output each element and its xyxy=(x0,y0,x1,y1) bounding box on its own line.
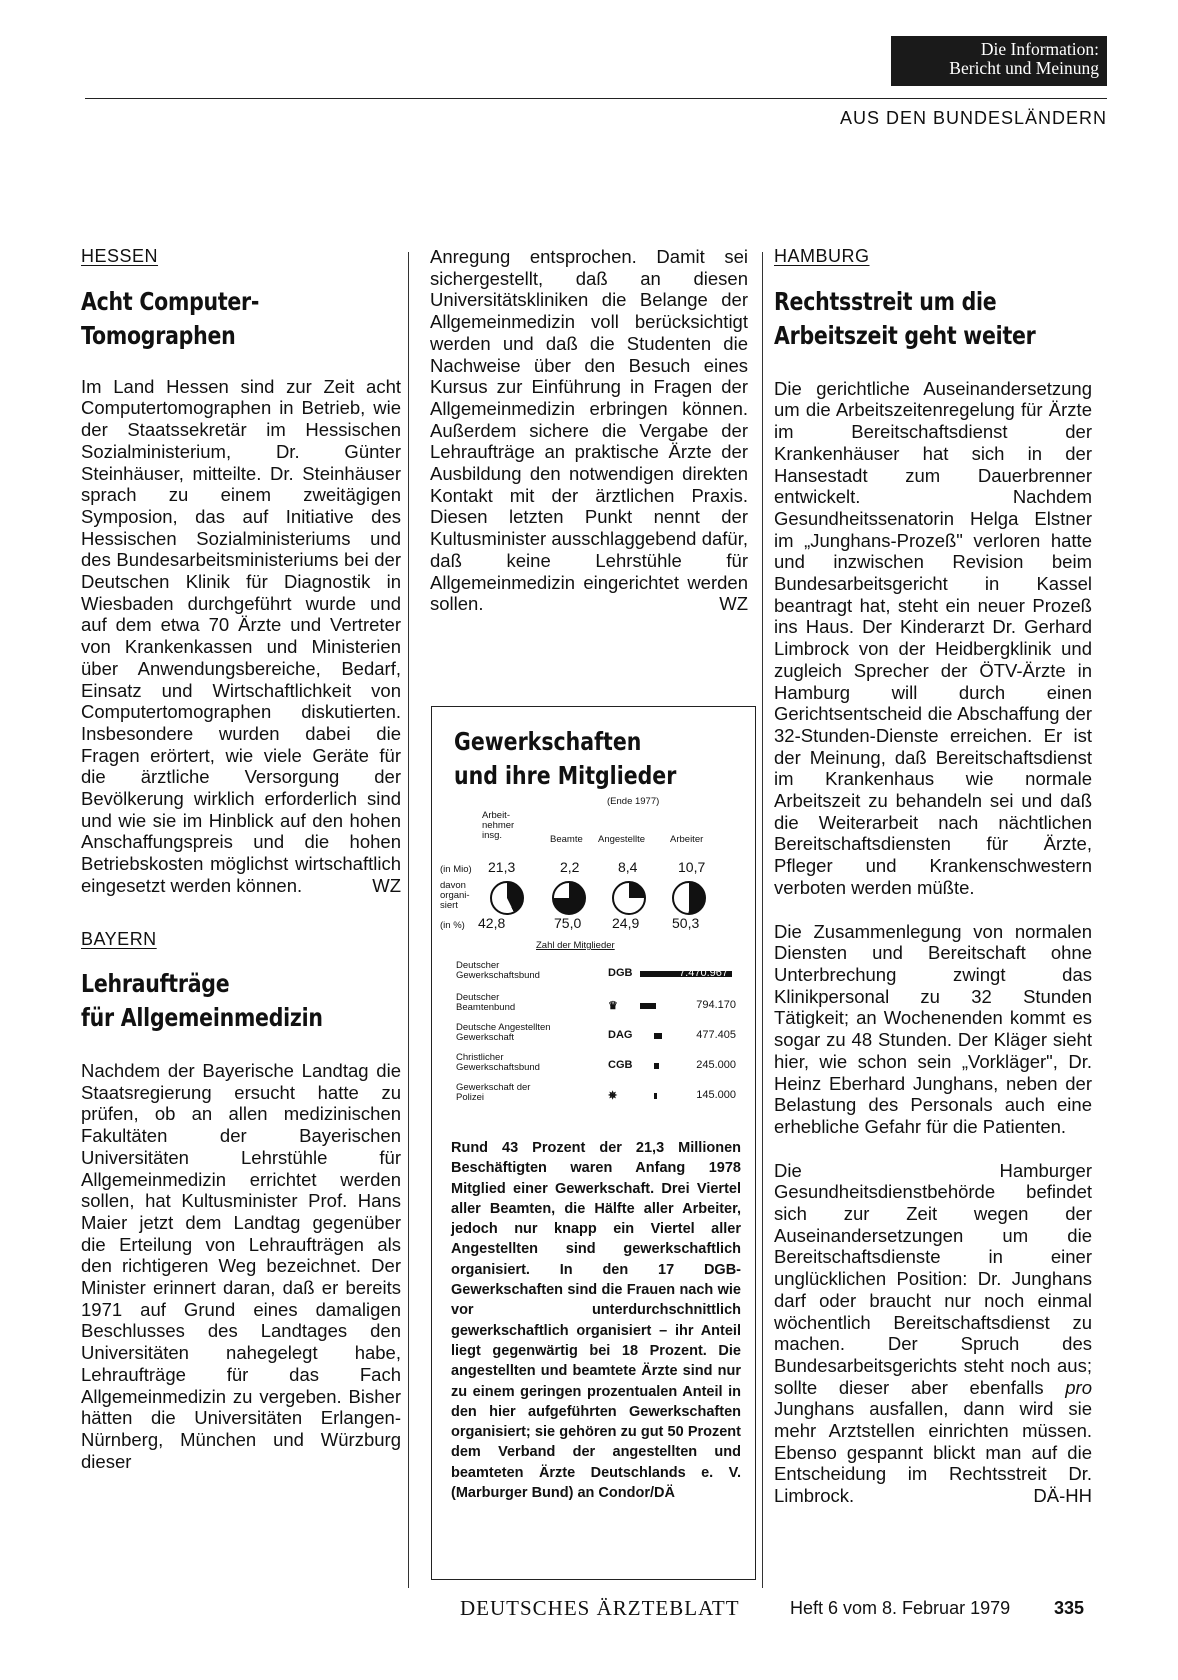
dgb-logo-icon: DGB xyxy=(608,967,633,979)
section-label-line2: Bericht und Meinung xyxy=(949,58,1099,78)
union-value: 7.470.967 xyxy=(679,967,728,979)
col-total-label-1: Arbeit- xyxy=(482,810,510,821)
union-name-line2: Gewerkschaftsbund xyxy=(456,1062,540,1073)
union-name xyxy=(456,1053,596,1073)
hamburg-kicker: HAMBURG xyxy=(774,246,870,266)
hessen-kicker: HESSEN xyxy=(81,246,159,266)
members-heading: Zahl der Mitglieder xyxy=(536,940,615,951)
organized-label xyxy=(440,881,470,911)
column-divider-1 xyxy=(408,252,409,1588)
union-name-line2: Polizei xyxy=(456,1092,484,1103)
union-name xyxy=(456,961,596,981)
union-name xyxy=(456,1083,596,1103)
hamburg-headline xyxy=(774,285,1035,353)
union-name-line2: Gewerkschaft xyxy=(456,1032,515,1043)
footer-page-number: 335 xyxy=(1054,1598,1085,1618)
union-name xyxy=(456,1023,596,1043)
column-1 xyxy=(81,246,401,1472)
hamburg-signature: DÄ-HH xyxy=(1033,1484,1092,1506)
hamburg-paragraph-1: Die gerichtliche Auseinandersetzung um die Arbeitszeitenregelung für Ärzte im Bereitschaftsdienst der Krankenhäuser hat sich in der Hansestadt zum Dauerbrenner entwickelt. Nachdem Gesundheitssenatorin Helga Elstner im „Junghans-Prozeß" verloren hatte und inzwischen Revision beim Bundesarbeitsgericht in Kassel beantragt hat, steht ein neuer Prozeß ins Haus. Der Kinderarzt Dr. Gerhard Limbrock von der Heidbergklinik und zugleich Sprecher der ÖTV-Ärzte in Hamburg will durch einen Gerichtsentscheid die Abschaffung der 32-Stunden-Dienste erreichen. Er ist der Meinung, daß Bereitschaftsdienst im Krankenhaus wie normale Arbeitszeit zu behandeln sei und daß die Weiterarbeit nach nächtlichen Bereitschaftsdiensten für Ärzte, Pfleger und Krankenschwestern verboten werden müßte. xyxy=(774,377,1092,898)
col-total-label xyxy=(482,811,514,841)
pct-total: 42,8 xyxy=(478,915,506,931)
hamburg-paragraph-3-em: pro xyxy=(1065,1376,1092,1398)
footer-journal: DEUTSCHES ÄRZTEBLATT xyxy=(460,1596,740,1620)
hessen-headline-line2: Tomographen xyxy=(81,320,236,350)
count-beamte: 2,2 xyxy=(560,859,580,875)
member-bar xyxy=(654,1093,657,1099)
hamburg-paragraph-2: Die Zusammenlegung von normalen Diensten und Bereitschaft ohne Unterbrechung zwingt das Klinikpersonal zu 32 Stunden Tätigkeit; an Wochenenden kommt es sogar zu 48 Stunden. Der Kläger sieht hier, wie schon sein „Vorkläger", Dr. Heinz Eberhard Junghans, neben der Belastung des Personals auch eine erhebliche Gefahr für die Patienten. xyxy=(774,920,1092,1137)
count-total: 21,3 xyxy=(488,859,516,875)
column-divider-2 xyxy=(762,252,763,1588)
pct-beamte: 75,0 xyxy=(554,915,582,931)
bayern-kicker: BAYERN xyxy=(81,929,157,950)
bayern-headline-line2: für Allgemeinmedizin xyxy=(81,1002,323,1032)
union-value: 477.405 xyxy=(696,1029,736,1041)
col-total-label-2: nehmer xyxy=(482,820,515,831)
hessen-signature: WZ xyxy=(372,874,401,896)
hamburg-paragraph-3-b: Junghans ausfallen, dann wird sie mehr Arztstellen einrichten müssen. Ebenso gespannt blickt man auf die Entscheidung im Rechtsstreit Dr. Limbrock. xyxy=(774,1398,1092,1507)
organized-label-3: siert xyxy=(440,900,458,911)
infobox-date-note: (Ende 1977) xyxy=(607,796,660,807)
hamburg-headline-line2: Arbeitszeit geht weiter xyxy=(774,320,1036,350)
pct-arbeiter: 50,3 xyxy=(672,915,700,931)
union-name-line2: Gewerkschaftsbund xyxy=(456,970,540,981)
pie-total xyxy=(490,881,524,915)
bayern-signature: WZ xyxy=(719,592,748,614)
bayern-headline-line1: Lehraufträge xyxy=(81,968,230,998)
union-row xyxy=(456,1083,736,1113)
union-name-line1: Deutscher xyxy=(456,960,500,971)
organized-label-2: organi- xyxy=(440,890,470,901)
union-row xyxy=(456,961,736,991)
unit-pct-label: (in %) xyxy=(440,920,465,931)
hamburg-headline-line1: Rechtsstreit um die xyxy=(774,286,997,316)
member-bar xyxy=(654,1063,659,1069)
union-row xyxy=(456,1053,736,1083)
union-name-line2: Beamtenbund xyxy=(456,1002,516,1013)
union-row xyxy=(456,1023,736,1053)
column-2 xyxy=(430,246,748,615)
infobox-caption-wrap xyxy=(451,1138,741,1503)
union-name-line1: Christlicher xyxy=(456,1052,504,1063)
col-total-label-3: insg. xyxy=(482,830,503,841)
union-value: 145.000 xyxy=(696,1089,736,1101)
infobox-title xyxy=(454,725,676,793)
col-beamte-label: Beamte xyxy=(550,834,583,845)
col-arbeiter-label: Arbeiter xyxy=(670,834,704,845)
column-3 xyxy=(774,246,1092,1507)
header-rule xyxy=(85,98,1107,99)
union-name-line1: Deutsche Angestellten xyxy=(456,1022,551,1033)
bayern-body-continued: Anregung entsprochen. Damit sei sichergestellt, daß an diesen Universitätskliniken die Belange der Allgemeinmedizin voll berücksichtigt werden und daß die Studenten die Nachweise über den Besuch eines Kursus zur Einführung in Fragen der Allgemeinmedizin erbringen können. Außerdem sichere die Vergabe der Lehraufträge an praktische Ärzte der Ausbildung den notwendigen direkten Kontakt mit der ärztlichen Praxis. Diesen letzten Punkt nennt der Kultusminister ausschlaggebend dafür, daß keine Lehrstühle für Allgemeinmedizin eingerichtet werden sollen. xyxy=(430,246,748,615)
union-value: 245.000 xyxy=(696,1059,736,1071)
dag-logo-icon: DAG xyxy=(608,1029,633,1041)
union-name-line1: Deutscher xyxy=(456,992,500,1003)
count-arbeiter: 10,7 xyxy=(678,859,706,875)
organized-label-1: davon xyxy=(440,880,466,891)
pct-angestellte: 24,9 xyxy=(612,915,640,931)
count-angestellte: 8,4 xyxy=(618,859,638,875)
hessen-headline-line1: Acht Computer- xyxy=(81,286,260,316)
dbb-logo-icon: ♛ xyxy=(608,1000,618,1012)
pie-angestellte xyxy=(612,881,646,915)
union-value: 794.170 xyxy=(696,999,736,1011)
region-heading: AUS DEN BUNDESLÄNDERN xyxy=(839,108,1107,128)
cgb-logo-icon: CGB xyxy=(608,1059,633,1071)
hessen-headline xyxy=(81,285,343,353)
member-bar xyxy=(640,1003,656,1009)
infobox-title-line1: Gewerkschaften xyxy=(454,727,642,756)
footer-issue: Heft 6 vom 8. Februar 1979 xyxy=(790,1598,1011,1618)
union-row xyxy=(456,993,736,1023)
pie-arbeiter xyxy=(672,881,706,915)
member-bar xyxy=(654,1033,662,1039)
pie-beamte xyxy=(552,881,586,915)
hamburg-paragraph-3-a: Die Hamburger Gesundheitsdienstbehörde befindet sich zur Zeit wegen der Auseinandersetzungen um die Bereitschaftsdienste in einer unglücklichen Position: Dr. Junghans darf oder braucht nur noch einmal wöchentlich Bereitschaftsdienst zu machen. Der Spruch des Bundesarbeitsgerichts steht noch aus; sollte dieser aber ebenfalls xyxy=(774,1159,1092,1398)
bayern-body: Nachdem der Bayerische Landtag die Staatsregierung ersucht hatte zu prüfen, ob an allen medizinischen Fakultäten der Bayerischen Universitäten Lehrstühle für Allgemeinmedizin errichtet werden sollen, hat Kultusminister Prof. Hans Maier jetzt dem Landtag gegenüber die Erteilung von Lehraufträgen als den richtigeren Weg bezeichnet. Der Minister erinnert daran, daß er bereits 1971 auf Grund eines damaligen Beschlusses des Landtages den Universitäten nahegelegt habe, Lehraufträge für das Fach Allgemeinmedizin zu vergeben. Bisher hätten die Universitäten Erlangen-Nürnberg, München und Würzburg dieser xyxy=(81,1059,401,1472)
bayern-headline xyxy=(81,967,343,1035)
hamburg-paragraph-3 xyxy=(774,1160,1092,1507)
union-name xyxy=(456,993,596,1013)
section-label xyxy=(891,36,1107,86)
infobox-title-line2: und ihre Mitglieder xyxy=(454,761,677,790)
unit-mio-label: (in Mio) xyxy=(440,864,472,875)
union-name-line1: Gewerkschaft der xyxy=(456,1082,531,1093)
section-label-line1: Die Information: xyxy=(980,39,1099,59)
hessen-body: Im Land Hessen sind zur Zeit acht Computertomographen in Betrieb, wie der Staatssekretär im Hessischen Sozialministerium, Dr. Günter Steinhäuser, mitteilte. Dr. Steinhäuser sprach zu einem zweitägigen Symposion, das auf Initiative des Hessischen Sozialministeriums und des Bundesarbeitsministeriums bei der Deutschen Klinik für Diagnostik in Wiesbaden durchgeführt wurde und auf dem etwa 70 Ärzte und Vertreter von Krankenkassen und Ministerien über Anwendungsbereiche, Bedarf, Einsatz und Wirtschaftlichkeit von Computertomographen diskutierten. Insbesondere wurden dabei die Fragen erörtert, wie viele Geräte für die ärztliche Versorgung der Bevölkerung wirklich erforderlich sind und wie sie im Hinblick auf den hohen Anschaffungspreis und die hohen Betriebskosten möglichst wirtschaftlich eingesetzt werden können. xyxy=(81,375,401,896)
col-angestellte-label: Angestellte xyxy=(598,834,646,845)
gdp-logo-icon: ✵ xyxy=(608,1090,618,1102)
infobox-caption: Rund 43 Prozent der 21,3 Millionen Beschäftigten waren Anfang 1978 Mitglied einer Gewerkschaft. Drei Viertel aller Beamten, die Hälfte aller Arbeiter, jedoch nur knapp ein Viertel aller Angestellten sind gewerkschaftlich organisiert. In den 17 DGB-Gewerkschaften sind die Frauen nach wie vor unterdurchschnittlich gewerkschaftlich organisiert – ihr Anteil liegt gegenwärtig bei 18 Prozent. Die angestellten und beamtete Ärzte sind nur zu einem geringen prozentualen Anteil in den hier aufgeführten Gewerkschaften organisiert; sie gehören zu gut 50 Prozent dem Verband der angestellten und beamteten Ärzte Deutschlands e. V. (Marburger Bund) an Condor/DÄ xyxy=(451,1140,741,1502)
